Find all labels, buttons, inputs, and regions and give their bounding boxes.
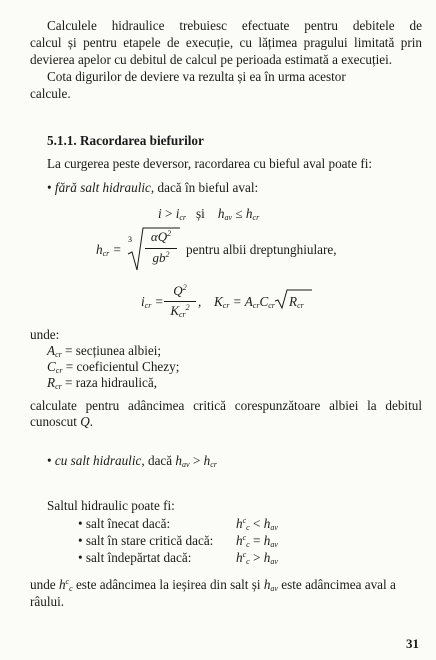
section-intro: La curgerea peste deversor, racordarea cu bieful aval poate fi: [47,156,373,171]
def-rcr-text: = raza hidraulică, [65,375,158,390]
final-line1-a: unde [30,577,56,592]
calc-line1: calculate pentru adâncimea critică corespunzătoare albiei la debitul [30,398,422,413]
def-ccr: $C_{cr}$ = coeficientul Chezy; [47,359,180,375]
salt-type-2: • salt în stare critică dacă: [78,533,214,548]
def-acr: $A_{cr}$ = secțiunea albiei; [47,343,162,359]
salt-type-3: • salt îndepărtat dacă: [78,550,192,565]
bullet1-italic: fără salt hidraulic [54,180,151,195]
def-acr-text: = secțiunea albiei; [65,343,162,358]
bullet1-rest: , dacă în bieful aval: [150,180,259,195]
salt-cond-1: $h^c_c < h_{av}$ [236,516,278,532]
cond-si: și [195,206,205,221]
calc-line2: cunoscut Q. [30,414,94,429]
para1-line4: Cota digurilor de deviere va rezulta și ea în urma acestor [47,69,346,84]
calc-line2-text: cunoscut [30,414,77,429]
bullet-with-jump: • cu salt hidraulic, dacă $h_{av} > h_{cr}$ [47,453,217,469]
def-ccr-text: = coeficientul Chezy; [65,359,180,374]
final-line2: râului. [30,594,65,609]
saltul-intro: Saltul hidraulic poate fi: [47,498,175,513]
unde-label: unde: [30,327,60,342]
section-title: 5.1.1. Racordarea biefurilor [47,133,204,148]
para1-line5: calcule. [30,86,71,101]
bullet-dot: • [47,180,55,195]
salt-cond-3: $h^c_c > h_{av}$ [236,550,278,566]
para1-line1: Calculele hidraulice trebuiesc efectuate pentru debitele de [47,18,422,33]
document-page: Calculele hidraulice trebuiesc efectuate pentru debitele de calcul și pentru etapele de execuție, cu lățimea pragului limitată prin devierea apelor cu debitul de calcul pe perioada estimată a execuției. Cota digurilor de deviere va rezulta și ea în urma acestor calcule. 5.1.1. Racordarea biefurilor La curgerea peste deversor, racordarea cu bieful aval poate fi: • fără salt hidraulic, dacă în bieful aval: $i > i_{cr}$ și $h_{av} \le h_{cr}$ $h_{cr}$ = 3 $\alpha Q^2$ $gb^2$ pentru albii dreptunghiulare, $i_{cr}$ = $Q^2$ $K_{cr}^2$ , $K_{cr} = A_{cr}C_{cr}$ $R_{cr}$ unde: $A_{cr}$ = secțiunea albiei; $C_{cr}$ = coeficientul Chezy; $R_{cr}$ = raza hidraulică, calculate pentru adâncimea critică corespunzătoare albiei la debitul cunoscut Q. • cu salt hidraulic, dacă $h_{av} > h_{cr}$ Saltul hidraulic poate fi: • salt înecat dacă: $h^c_c < h_{av}$ • salt în stare critică dacă: $h^c_c = h_{av}$ • salt îndepărtat dacă: $h^c_c > h_{av}$ unde $h^c_c$ este adâncimea la ieșirea din salt și $h_{av}$ este adâncimea aval a râului. 31 [30,18,422,651]
svg-text:3: 3 [128,235,132,244]
def-rcr: $R_{cr}$ = raza hidraulică, [47,375,158,391]
salt-type-2-text: salt în stare critică dacă: [85,533,214,548]
formula-label: pentru albii dreptunghiulare, [186,242,337,257]
salt-type-1-text: salt înecat dacă: [85,516,171,531]
bullet2-rest: , dacă [141,453,173,468]
bullet-no-jump [47,180,258,196]
final-line1-b: este adâncimea la ieșirea din salt și [75,577,261,592]
bullet2-italic: cu salt hidraulic [54,453,142,468]
final-line1-c: este adâncimea aval a [281,577,396,592]
salt-cond-2: $h^c_c = h_{av}$ [236,533,278,549]
condition-line: $i > i_{cr}$ și $h_{av} \le h_{cr}$ [158,206,260,222]
para1-line3: devierea apelor cu debitul de calcul pe perioada estimată a execuției. [30,52,393,67]
bullet-dot: • [47,453,55,468]
salt-type-1: • salt înecat dacă: [78,516,171,531]
para1-line2: calcul și pentru etapele de execuție, cu lățimea pragului limitată prin [30,35,422,50]
page-number: 31 [406,636,419,651]
salt-type-3-text: salt îndepărtat dacă: [85,550,192,565]
final-line1: unde $h^c_c$ este adâncimea la ieșirea din salt și $h_{av}$ este adâncimea aval a [30,577,396,593]
